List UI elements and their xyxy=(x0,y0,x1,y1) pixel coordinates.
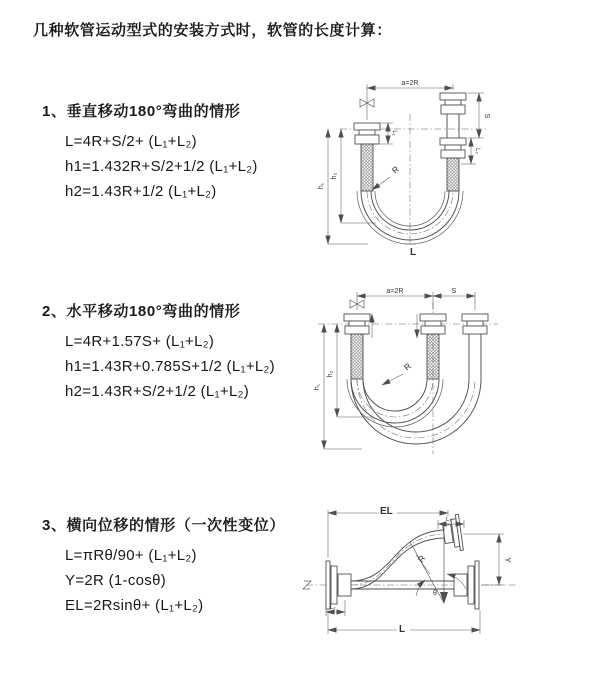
hose-left-end xyxy=(354,123,380,191)
radius-callout xyxy=(416,553,430,574)
dim-label-l2: L₂ xyxy=(330,605,336,611)
dim-label-a2r: a=2R xyxy=(386,288,404,295)
formula-L: L=4R+S/2+ (L₁+L₂) xyxy=(65,133,197,150)
hose-right-end xyxy=(440,93,466,191)
dim-label-l: L xyxy=(399,624,406,635)
dimension-s xyxy=(433,288,475,296)
formula-EL: EL=2Rsinθ+ (L₁+L₂) xyxy=(65,597,204,614)
dim-label-l1: L₁ xyxy=(391,130,397,136)
radius-callout xyxy=(382,361,413,385)
dimension-el xyxy=(328,504,448,558)
section-3-formulas xyxy=(42,543,285,618)
page-title: 几种软管运动型式的安装方式时，软管的长度计算： xyxy=(33,22,392,39)
formula-Y: Y=2R (1-cosθ) xyxy=(65,572,167,589)
dim-label-h1: h₁ xyxy=(314,383,321,391)
dim-label-h2: h₂ xyxy=(327,370,334,378)
dim-label-h1: h₁ xyxy=(318,182,325,190)
hose-u-bend-initial xyxy=(347,379,443,427)
dimension-a2r xyxy=(357,288,475,310)
dim-label-r: R xyxy=(415,553,428,565)
section-2-formulas xyxy=(42,329,275,404)
formula-L: L=πRθ/90+ (L₁+L₂) xyxy=(65,547,197,564)
dimension-l-bottom xyxy=(328,610,480,635)
section-1-heading: 1、垂直移动180°弯曲的情形 xyxy=(42,103,241,120)
section-horizontal-movement xyxy=(42,300,275,404)
diagram-vertical-180-bend xyxy=(310,76,590,261)
formula-h2: h2=1.43R+S/2+1/2 (L₁+L₂) xyxy=(65,383,250,400)
flange-left xyxy=(326,561,351,609)
dimension-s xyxy=(468,93,490,138)
dim-label-h2: h₂ xyxy=(331,172,338,180)
dim-label-el: EL xyxy=(380,506,393,517)
formula-h2: h2=1.43R+1/2 (L₁+L₂) xyxy=(65,183,217,200)
dimension-l-bottom xyxy=(404,244,419,258)
formula-L: L=4R+1.57S+ (L₁+L₂) xyxy=(65,333,215,350)
dimension-h2 xyxy=(327,324,370,417)
dim-label-a2r: a=2R xyxy=(401,80,419,87)
formula-h1: h1=1.43R+0.785S+1/2 (L₁+L₂) xyxy=(65,358,275,375)
diagram-horizontal-180-bend xyxy=(310,284,590,469)
dimension-l1 xyxy=(380,123,397,144)
section-vertical-movement xyxy=(42,100,258,204)
dim-label-r: R xyxy=(401,360,413,373)
diagram-lateral-displacement xyxy=(298,500,598,660)
formula-h1: h1=1.432R+S/2+1/2 (L₁+L₂) xyxy=(65,158,258,175)
dim-label-s: S xyxy=(451,288,457,295)
flange-displaced xyxy=(442,514,464,552)
dimension-h1 xyxy=(318,129,368,244)
hose-u-bend-moved xyxy=(351,379,481,444)
section-lateral-displacement xyxy=(42,514,285,618)
dim-label-l1: L₁ xyxy=(446,517,452,523)
dim-label-theta: θ xyxy=(433,590,437,597)
section-2-heading: 2、水平移动180°弯曲的情形 xyxy=(42,303,241,320)
dim-label-l: L xyxy=(410,247,417,258)
dim-label-s: S xyxy=(483,113,490,119)
radius-callout xyxy=(372,164,401,190)
flange-right-original xyxy=(454,561,479,609)
dim-label-r: R xyxy=(389,163,401,176)
travel-arrows xyxy=(372,314,417,338)
section-1-formulas xyxy=(42,129,258,204)
hose-displaced xyxy=(351,530,444,589)
dim-label-l2: L₂ xyxy=(474,148,480,154)
section-3-heading: 3、横向位移的情形（一次性变位） xyxy=(42,517,285,534)
dim-label-y: Y xyxy=(503,557,512,563)
